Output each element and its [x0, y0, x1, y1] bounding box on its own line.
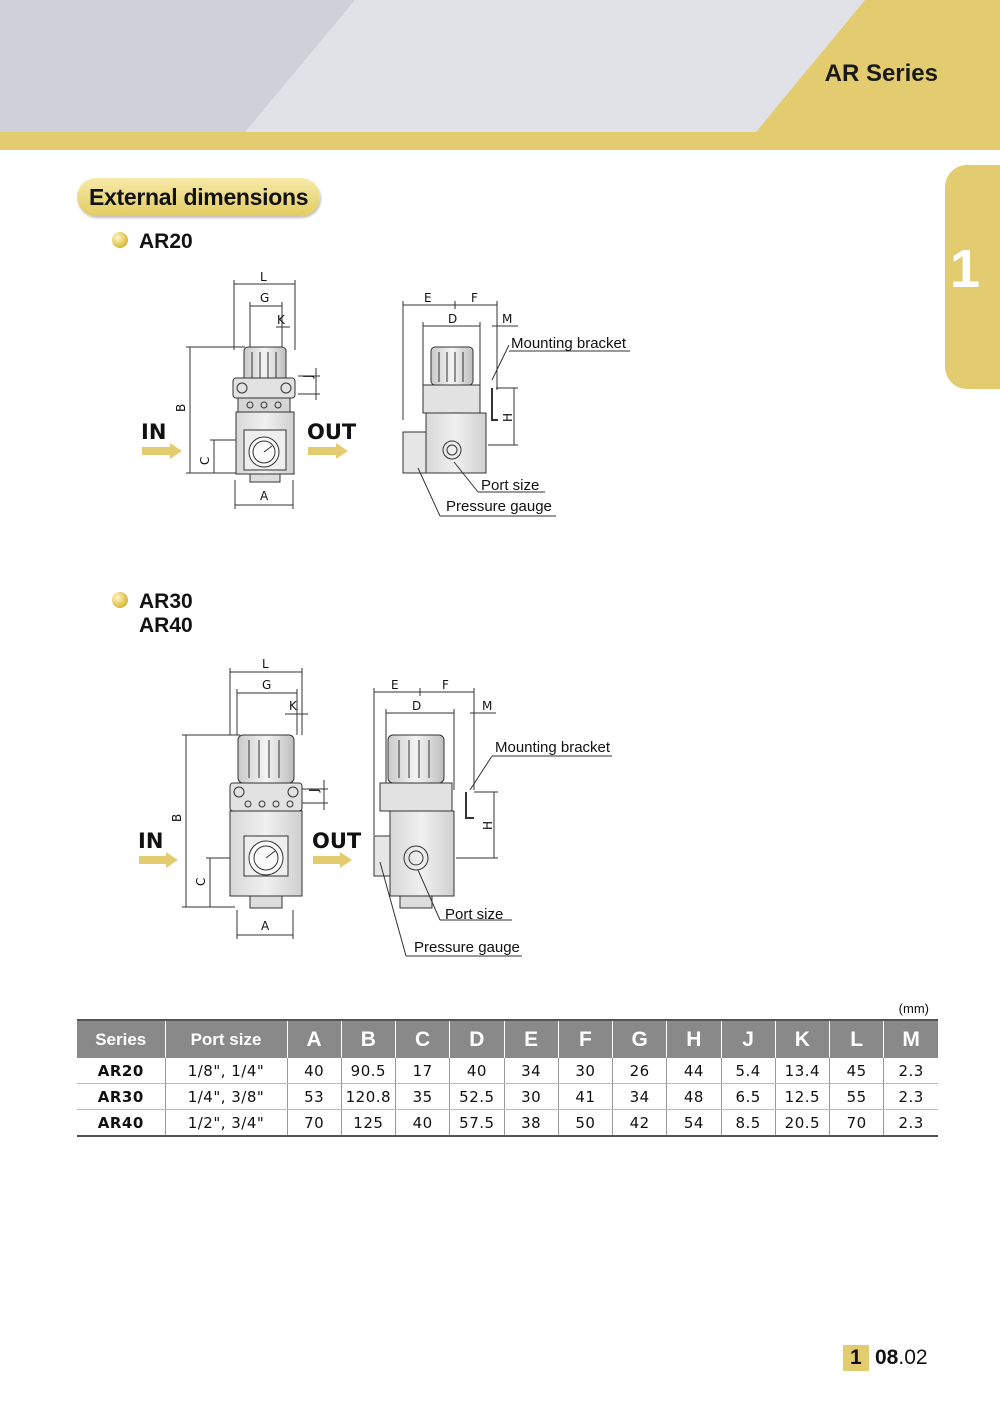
dim-label-E: E: [391, 678, 399, 692]
table-header: Port size: [165, 1020, 287, 1058]
callout-pressure-gauge: Pressure gauge: [414, 939, 520, 956]
dim-label-A: A: [261, 919, 270, 933]
dim-label-F: F: [442, 678, 449, 692]
table-cell: 48: [667, 1084, 721, 1110]
table-cell: AR40: [77, 1110, 165, 1137]
dim-label-B: B: [174, 403, 188, 412]
out-label: OUT: [307, 420, 357, 444]
dim-label-H: H: [501, 412, 515, 422]
table-cell: 42: [613, 1110, 667, 1137]
dim-label-K: K: [289, 699, 297, 713]
table-header: K: [775, 1020, 829, 1058]
table-cell: 1/2", 3/4": [165, 1110, 287, 1137]
page-minor: .02: [898, 1346, 928, 1369]
table-row: [77, 1084, 938, 1110]
ar20-front-view: [186, 280, 320, 509]
dim-label-G: G: [262, 678, 272, 692]
dim-label-K: K: [277, 313, 285, 327]
table-header: L: [830, 1020, 884, 1058]
table-cell: 40: [396, 1110, 450, 1137]
in-label: IN: [138, 829, 164, 853]
dim-label-A: A: [260, 489, 269, 503]
table-header: F: [558, 1020, 612, 1058]
model-label-ar20: AR20: [139, 230, 193, 253]
table-cell: 52.5: [450, 1084, 504, 1110]
table-cell: 12.5: [775, 1084, 829, 1110]
table-header: B: [341, 1020, 395, 1058]
table-cell: 54: [667, 1110, 721, 1137]
table-cell: 38: [504, 1110, 558, 1137]
dim-label-E: E: [424, 291, 432, 305]
dim-label-G: G: [260, 291, 270, 305]
callout-port-size: Port size: [445, 906, 504, 923]
page-number: [875, 1346, 928, 1370]
table-header: H: [667, 1020, 721, 1058]
table-header: E: [504, 1020, 558, 1058]
table-cell: 70: [287, 1110, 341, 1137]
table-cell: 6.5: [721, 1084, 775, 1110]
table-cell: 55: [830, 1084, 884, 1110]
table-cell: 40: [287, 1058, 341, 1084]
out-arrow-icon: [308, 443, 348, 459]
dim-label-M: M: [502, 312, 513, 326]
series-title: AR Series: [824, 60, 938, 87]
table-cell: 1/8", 1/4": [165, 1058, 287, 1084]
table-row: [77, 1110, 938, 1137]
dim-label-L: L: [260, 270, 267, 284]
dim-label-F: F: [471, 291, 478, 305]
dim-label-C: C: [198, 456, 212, 465]
table-cell: 50: [558, 1110, 612, 1137]
dim-label-L: L: [262, 657, 269, 671]
table-cell: 90.5: [341, 1058, 395, 1084]
model-label-ar30: AR30: [139, 590, 193, 613]
table-cell: 41: [558, 1084, 612, 1110]
table-cell: AR20: [77, 1058, 165, 1084]
table-header: A: [287, 1020, 341, 1058]
table-unit: (mm): [898, 1001, 929, 1016]
table-header: C: [396, 1020, 450, 1058]
table-cell: 2.3: [884, 1110, 938, 1137]
dim-label-C: C: [194, 877, 208, 886]
table-cell: 2.3: [884, 1058, 938, 1084]
table-cell: 70: [830, 1110, 884, 1137]
out-arrow-icon: [313, 852, 352, 868]
table-cell: 2.3: [884, 1084, 938, 1110]
dimension-table: [77, 1019, 938, 1137]
table-cell: 1/4", 3/8": [165, 1084, 287, 1110]
table-cell: 34: [613, 1084, 667, 1110]
dim-label-J: J: [301, 374, 315, 378]
table-header: D: [450, 1020, 504, 1058]
table-header: Series: [77, 1020, 165, 1058]
table-cell: 57.5: [450, 1110, 504, 1137]
table-cell: AR30: [77, 1084, 165, 1110]
table-cell: 45: [830, 1058, 884, 1084]
table-cell: 26: [613, 1058, 667, 1084]
table-cell: 13.4: [775, 1058, 829, 1084]
table-cell: 17: [396, 1058, 450, 1084]
table-cell: 8.5: [721, 1110, 775, 1137]
table-row: [77, 1058, 938, 1084]
out-label: OUT: [312, 829, 362, 853]
table-cell: 35: [396, 1084, 450, 1110]
dim-label-D: D: [412, 699, 422, 713]
table-cell: 53: [287, 1084, 341, 1110]
page-major: 08: [875, 1346, 899, 1369]
in-arrow-icon: [139, 852, 178, 868]
dim-label-M: M: [482, 699, 493, 713]
table-cell: 30: [558, 1058, 612, 1084]
table-cell: 125: [341, 1110, 395, 1137]
table-cell: 120.8: [341, 1084, 395, 1110]
callout-mounting-bracket: Mounting bracket: [511, 335, 627, 352]
dim-label-D: D: [448, 312, 458, 326]
table-cell: 34: [504, 1058, 558, 1084]
dim-label-H: H: [481, 820, 495, 830]
table-cell: 30: [504, 1084, 558, 1110]
table-cell: 5.4: [721, 1058, 775, 1084]
model-label-ar40: AR40: [139, 614, 193, 637]
section-title: External dimensions: [89, 184, 309, 210]
table-header-row: [77, 1020, 938, 1058]
in-arrow-icon: [142, 443, 182, 459]
chapter-number: 1: [950, 239, 981, 299]
callout-pressure-gauge: Pressure gauge: [446, 498, 552, 515]
table-cell: 20.5: [775, 1110, 829, 1137]
dim-label-B: B: [170, 813, 184, 822]
callout-mounting-bracket: Mounting bracket: [495, 739, 611, 756]
page-chapter: 1: [850, 1346, 862, 1369]
dim-label-J: J: [307, 788, 321, 792]
table-cell: 40: [450, 1058, 504, 1084]
table-header: M: [884, 1020, 938, 1058]
table-header: G: [613, 1020, 667, 1058]
table-header: J: [721, 1020, 775, 1058]
table-cell: 44: [667, 1058, 721, 1084]
ar30-ar40-front-view: [182, 668, 328, 939]
callout-port-size: Port size: [481, 477, 540, 494]
in-label: IN: [141, 420, 167, 444]
